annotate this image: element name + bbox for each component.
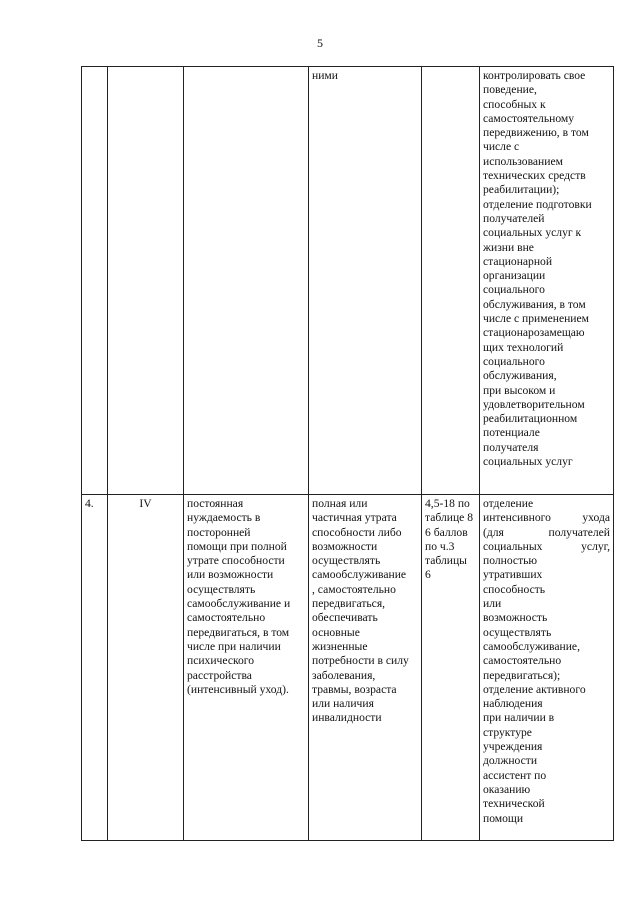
placement-line: получателя bbox=[483, 440, 539, 454]
placement-line: стационарной bbox=[483, 254, 553, 268]
placement-line: потенциале bbox=[483, 426, 540, 440]
placement-line: поведение, bbox=[483, 83, 537, 97]
placement-cell bbox=[480, 495, 614, 841]
placement-line: способность bbox=[483, 582, 546, 596]
condition-line: помощи при полной bbox=[187, 539, 287, 553]
condition-line: или возможности bbox=[187, 568, 274, 582]
placement-line: получателей bbox=[483, 211, 545, 225]
score-line: 6 bbox=[425, 568, 431, 582]
score-line: 6 баллов bbox=[425, 525, 468, 539]
placement-line: отделение подготовки bbox=[483, 197, 592, 211]
category-cell bbox=[108, 67, 184, 495]
condition-cell bbox=[184, 495, 309, 841]
condition-line: психического bbox=[187, 654, 255, 668]
limitation-line: инвалидности bbox=[312, 711, 382, 725]
placement-line: технической bbox=[483, 797, 545, 811]
placement-line: социальных услуг, bbox=[483, 539, 610, 553]
limitation-line: основные bbox=[312, 625, 360, 639]
placement-line: щих технологий bbox=[483, 340, 564, 354]
score-cell bbox=[422, 495, 480, 841]
score-line: таблицы bbox=[425, 554, 467, 568]
condition-line: передвигаться, в том bbox=[187, 625, 290, 639]
limitation-line: возможности bbox=[312, 539, 378, 553]
placement-line: полностью bbox=[483, 554, 538, 568]
row-number-cell: 4. bbox=[82, 495, 108, 841]
placement-line: самостоятельному bbox=[483, 111, 575, 125]
limitation-cell bbox=[309, 67, 422, 495]
placement-line: или bbox=[483, 597, 502, 611]
placement-line: жизни вне bbox=[483, 240, 534, 254]
condition-line: утрате способности bbox=[187, 554, 285, 568]
placement-line: социального bbox=[483, 354, 545, 368]
placement-line: (для получателей bbox=[483, 525, 610, 539]
placement-line: структуре bbox=[483, 725, 532, 739]
placement-line: возможность bbox=[483, 611, 548, 625]
placement-line: обслуживания, bbox=[483, 369, 557, 383]
placement-line: организации bbox=[483, 269, 546, 283]
score-line: 4,5-18 по bbox=[425, 497, 470, 510]
placement-line: передвигаться); bbox=[483, 668, 561, 682]
limitation-line: заболевания, bbox=[312, 668, 376, 682]
limitation-line: травмы, возраста bbox=[312, 682, 397, 696]
limitation-line: или наличия bbox=[312, 697, 374, 711]
placement-line: самообслуживание, bbox=[483, 639, 580, 653]
placement-line: использованием bbox=[483, 154, 563, 168]
placement-line: самостоятельно bbox=[483, 654, 562, 668]
condition-line: расстройства bbox=[187, 668, 252, 682]
row-number-cell bbox=[82, 67, 108, 495]
condition-cell bbox=[184, 67, 309, 495]
page-number: 5 bbox=[317, 36, 323, 50]
placement-line: социального bbox=[483, 283, 545, 297]
score-line: таблице 8 bbox=[425, 511, 473, 525]
limitation-line: жизненные bbox=[312, 639, 368, 653]
placement-line: удовлетворительном bbox=[483, 397, 585, 411]
limitation-line: потребности в силу bbox=[312, 654, 409, 668]
limitation-line: , самостоятельно bbox=[312, 582, 396, 596]
condition-line: осуществлять bbox=[187, 582, 256, 596]
limitation-cell bbox=[309, 495, 422, 841]
limitation-line: осуществлять bbox=[312, 554, 381, 568]
placement-line: реабилитации); bbox=[483, 183, 560, 197]
placement-line: оказанию bbox=[483, 782, 531, 796]
limitation-line: обеспечивать bbox=[312, 611, 378, 625]
limitation-text: ними bbox=[312, 69, 338, 82]
placement-line: социальных услуг к bbox=[483, 226, 582, 240]
placement-line: помощи bbox=[483, 811, 524, 825]
condition-line: нуждаемость в bbox=[187, 511, 261, 525]
placement-line: интенсивного ухода bbox=[483, 511, 610, 525]
placement-line: наблюдения bbox=[483, 697, 543, 711]
placement-line: контролировать свое bbox=[483, 69, 586, 82]
condition-line: самообслуживание и bbox=[187, 597, 291, 611]
placement-line: при высоком и bbox=[483, 383, 556, 397]
table-row bbox=[82, 495, 614, 841]
condition-line: (интенсивный уход). bbox=[187, 682, 289, 696]
score-line: по ч.3 bbox=[425, 539, 455, 553]
placement-line: технических средств bbox=[483, 169, 586, 183]
limitation-line: самообслуживание bbox=[312, 568, 407, 582]
limitation-line: передвигаться, bbox=[312, 597, 386, 611]
placement-cell bbox=[480, 67, 614, 495]
category-cell: IV bbox=[108, 495, 184, 841]
placement-line: числе с bbox=[483, 140, 520, 154]
placement-line: утративших bbox=[483, 568, 543, 582]
placement-line: способных к bbox=[483, 97, 546, 111]
condition-line: постоянная bbox=[187, 497, 244, 510]
score-cell bbox=[422, 67, 480, 495]
condition-line: посторонней bbox=[187, 525, 251, 539]
placement-line: осуществлять bbox=[483, 625, 552, 639]
placement-line: социальных услуг bbox=[483, 455, 573, 469]
placement-line: учреждения bbox=[483, 740, 543, 754]
limitation-line: частичная утрата bbox=[312, 511, 397, 525]
placement-line: при наличии в bbox=[483, 711, 555, 725]
placement-line: передвижению, в том bbox=[483, 126, 589, 140]
placement-line: обслуживания, в том bbox=[483, 297, 586, 311]
placement-line: реабилитационном bbox=[483, 412, 578, 426]
table-row bbox=[82, 67, 614, 495]
placement-line: должности bbox=[483, 754, 538, 768]
placement-line: стационарозамещаю bbox=[483, 326, 585, 340]
placement-line: числе с применением bbox=[483, 312, 589, 326]
placement-line: ассистент по bbox=[483, 768, 547, 782]
limitation-line: способности либо bbox=[312, 525, 402, 539]
limitation-line: полная или bbox=[312, 497, 368, 510]
placement-line: отделение активного bbox=[483, 682, 586, 696]
condition-line: числе при наличии bbox=[187, 639, 281, 653]
placement-line: отделение bbox=[483, 497, 534, 510]
services-table bbox=[81, 66, 614, 841]
condition-line: самостоятельно bbox=[187, 611, 266, 625]
